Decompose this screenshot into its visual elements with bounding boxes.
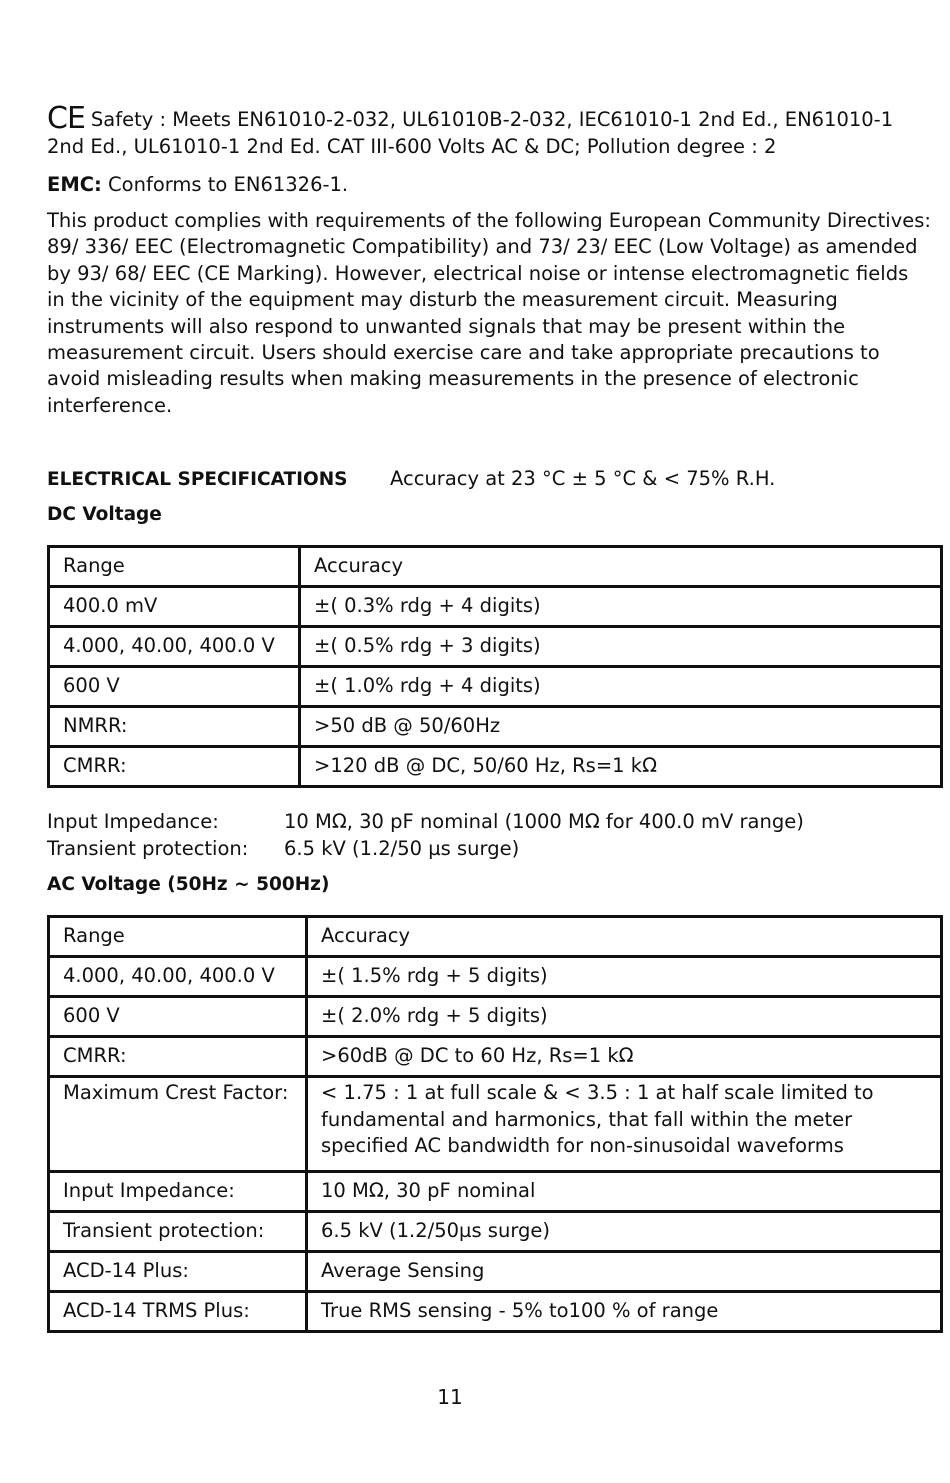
table-cell: 10 MΩ, 30 pF nominal bbox=[307, 1172, 942, 1212]
table-row bbox=[49, 627, 942, 667]
table-cell: ±( 0.3% rdg + 4 digits) bbox=[300, 587, 942, 627]
note-value: 6.5 kV (1.2/50 µs surge) bbox=[284, 836, 520, 860]
table-cell: ±( 1.0% rdg + 4 digits) bbox=[300, 667, 942, 707]
table-cell: Input Impedance: bbox=[49, 1172, 307, 1212]
table-cell: >120 dB @ DC, 50/60 Hz, Rs=1 kΩ bbox=[300, 747, 942, 787]
table-cell: Average Sensing bbox=[307, 1252, 942, 1292]
table-cell: ±( 1.5% rdg + 5 digits) bbox=[307, 957, 942, 997]
table-row bbox=[49, 1077, 942, 1172]
table-cell: ±( 2.0% rdg + 5 digits) bbox=[307, 997, 942, 1037]
table-cell: >60dB @ DC to 60 Hz, Rs=1 kΩ bbox=[307, 1037, 942, 1077]
electrical-spec-header bbox=[47, 466, 932, 493]
table-cell: 600 V bbox=[49, 667, 300, 707]
page-number: 11 bbox=[437, 1385, 463, 1409]
table-row bbox=[49, 547, 942, 587]
table-cell: NMRR: bbox=[49, 707, 300, 747]
safety-paragraph bbox=[47, 101, 932, 160]
accuracy-condition: Accuracy at 23 °C ± 5 °C & < 75% R.H. bbox=[390, 467, 776, 490]
table-row bbox=[49, 1252, 942, 1292]
table-row bbox=[49, 667, 942, 707]
table-cell: Maximum Crest Factor: bbox=[49, 1077, 307, 1172]
note-label: Input Impedance: bbox=[47, 810, 219, 833]
note-label: Transient protection: bbox=[47, 836, 249, 860]
table-row bbox=[49, 1172, 942, 1212]
table-cell: Transient protection: bbox=[49, 1212, 307, 1252]
dc-voltage-heading: DC Voltage bbox=[47, 504, 162, 525]
ac-voltage-table bbox=[47, 915, 943, 1333]
emc-paragraph bbox=[47, 172, 348, 199]
dc-voltage-table bbox=[47, 545, 943, 788]
table-cell: 4.000, 40.00, 400.0 V bbox=[49, 957, 307, 997]
table-row bbox=[49, 1212, 942, 1252]
table-cell: < 1.75 : 1 at full scale & < 3.5 : 1 at half scale limited to fundamental and harmonics, that fall within the meter specified AC bandwidth for non-sinusoidal waveforms bbox=[307, 1077, 942, 1172]
note-input-impedance bbox=[47, 809, 804, 836]
table-row bbox=[49, 997, 942, 1037]
table-cell: CMRR: bbox=[49, 1037, 307, 1077]
safety-text: Safety : Meets EN61010-2-032, UL61010B-2-032, IEC61010-1 2nd Ed., EN61010-1 2nd Ed., UL61010-1 2nd Ed. CAT III-600 Volts AC & DC; Pollution degree : 2 bbox=[47, 108, 894, 158]
table-cell: 4.000, 40.00, 400.0 V bbox=[49, 627, 300, 667]
table-cell: Accuracy bbox=[307, 917, 942, 957]
table-row bbox=[49, 707, 942, 747]
table-cell: True RMS sensing - 5% to100 % of range bbox=[307, 1292, 942, 1332]
table-row bbox=[49, 587, 942, 627]
table-cell: Range bbox=[49, 917, 307, 957]
emc-label: EMC: bbox=[47, 173, 102, 196]
ac-voltage-heading: AC Voltage (50Hz ~ 500Hz) bbox=[47, 874, 330, 895]
table-cell: 600 V bbox=[49, 997, 307, 1037]
table-cell: 6.5 kV (1.2/50µs surge) bbox=[307, 1212, 942, 1252]
table-cell: >50 dB @ 50/60Hz bbox=[300, 707, 942, 747]
table-row bbox=[49, 1292, 942, 1332]
table-cell: ACD-14 Plus: bbox=[49, 1252, 307, 1292]
directive-paragraph: This product complies with requirements of the following European Community Directives: 89/ 336/ EEC (Electromagnetic Compatibility) and 73/ 23/ EEC (Low Voltage) as amended by 93/ 68/ EEC (CE Marking). However, electrical noise or intense electromagnetic fields in the vicinity of the equipment may disturb the measurement circuit. Measuring instruments will also respond to unwanted signals that may be present within the measurement circuit. Users should exercise care and take appropriate precautions to avoid misleading results when making measurements in the presence of electronic interference. bbox=[47, 209, 931, 417]
table-cell: Accuracy bbox=[300, 547, 942, 587]
table-row bbox=[49, 957, 942, 997]
note-value: 10 MΩ, 30 pF nominal (1000 MΩ for 400.0 mV range) bbox=[284, 810, 804, 833]
note-transient-protection bbox=[47, 836, 520, 863]
table-row bbox=[49, 917, 942, 957]
table-cell: CMRR: bbox=[49, 747, 300, 787]
table-cell: ±( 0.5% rdg + 3 digits) bbox=[300, 627, 942, 667]
table-row bbox=[49, 1037, 942, 1077]
emc-text: Conforms to EN61326-1. bbox=[108, 173, 349, 196]
dc-notes bbox=[47, 809, 804, 862]
ce-mark-logo: CE bbox=[47, 101, 85, 136]
section-title: ELECTRICAL SPECIFICATIONS bbox=[47, 469, 348, 490]
table-cell: Range bbox=[49, 547, 300, 587]
table-cell: 400.0 mV bbox=[49, 587, 300, 627]
table-row bbox=[49, 747, 942, 787]
table-cell: ACD-14 TRMS Plus: bbox=[49, 1292, 307, 1332]
